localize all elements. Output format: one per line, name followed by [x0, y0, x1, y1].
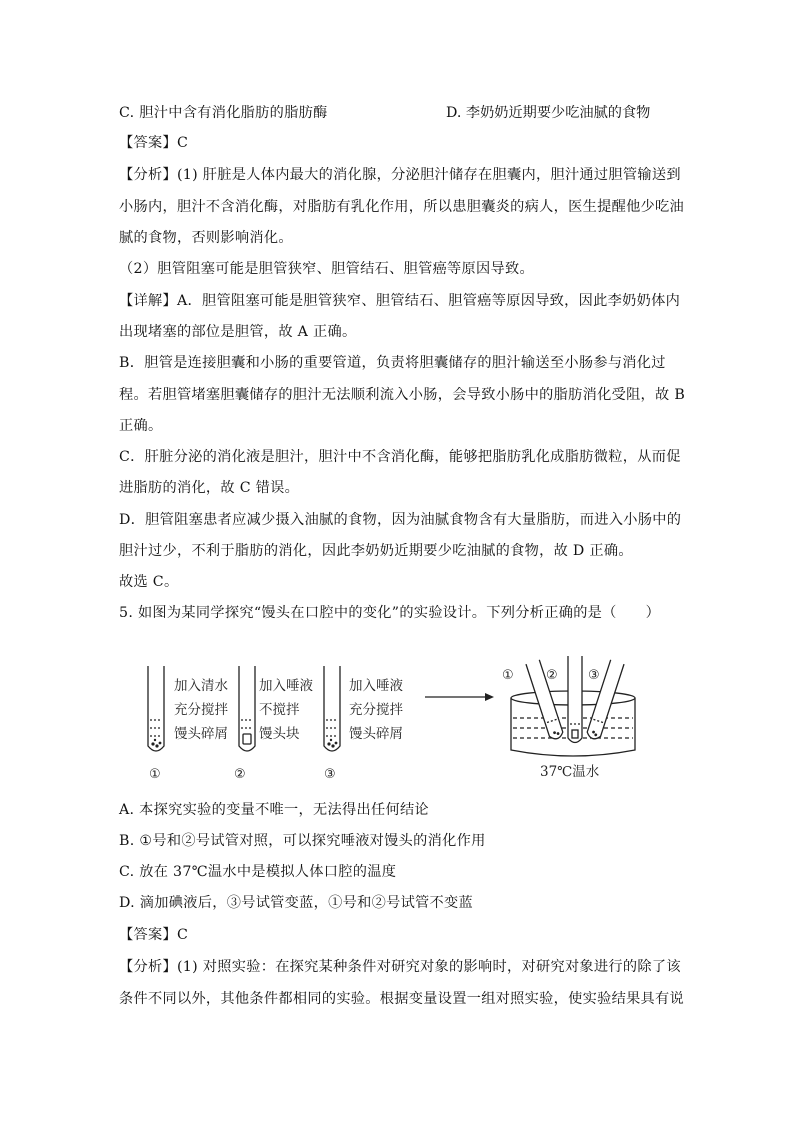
analysis-line: 条件不同以外，其他条件都相同的实验。根据变量设置一组对照实验，使实验结果具有说: [119, 991, 685, 1007]
analysis-line: （2）胆管阻塞可能是胆管狭窄、胆管结石、胆管癌等原因导致。: [119, 261, 534, 277]
tube-1-number: ①: [149, 767, 161, 782]
test-tube-3: [324, 666, 340, 751]
detail-line: 程。若胆管堵塞胆囊储存的胆汁无法顺利流入小肠，会导致小肠中的脂肪消化受阻，故 B: [119, 387, 686, 403]
water-temperature-label: 37℃温水: [540, 764, 600, 780]
option-d-top: D. 李奶奶近期要少吃油腻的食物: [446, 105, 651, 121]
tube-1-label-line: 馒头碎屑: [174, 726, 228, 742]
conclusion-line: 故选 C。: [119, 574, 179, 590]
detail-line: 出现堵塞的部位是胆管，故 A 正确。: [119, 324, 357, 340]
tube-3-label-line: 馒头碎屑: [349, 726, 403, 742]
option-d: D. 滴加碘液后，③号试管变蓝，①号和②号试管不变蓝: [119, 895, 474, 911]
option-a: A. 本探究实验的变量不唯一，无法得出任何结论: [119, 802, 429, 818]
detail-line: 进脂肪的消化，故 C 错误。: [119, 480, 300, 496]
tube-1-label-line: 充分搅拌: [174, 702, 228, 718]
arrow-icon: [425, 693, 494, 701]
answer-q4: 【答案】C: [119, 135, 189, 151]
tube-2-label-line: 馒头块: [259, 726, 300, 742]
tube-2-label-line: 不搅拌: [259, 702, 300, 718]
analysis-line: 腻的食物，否则影响消化。: [119, 230, 293, 246]
detail-line: B．胆管是连接胆囊和小肠的重要管道，负责将胆囊储存的胆汁输送至小肠参与消化过: [119, 355, 666, 371]
option-c: C. 放在 37℃温水中是模拟人体口腔的温度: [119, 864, 397, 880]
tube-1-label-line: 加入清水: [174, 678, 228, 694]
answer-q5: 【答案】C: [119, 927, 189, 943]
test-tube-1: [148, 666, 164, 751]
beaker-tube-2: [568, 656, 582, 743]
experiment-figure: [140, 650, 660, 785]
detail-line: 胆汁过少，不利于脂肪的消化，因此李奶奶近期要少吃油腻的食物，故 D 正确。: [119, 543, 633, 559]
tube-3-label-line: 充分搅拌: [349, 702, 403, 718]
analysis-line: 【分析】(1) 肝脏是人体内最大的消化腺，分泌胆汁储存在胆囊内，胆汁通过胆管输送到: [119, 167, 681, 183]
analysis-line: 【分析】(1) 对照实验：在探究某种条件对研究对象的影响时，对研究对象进行的除了该: [119, 959, 681, 975]
tube-2-label-line: 加入唾液: [259, 678, 313, 694]
analysis-line: 小肠内，胆汁不含消化酶，对脂肪有乳化作用，所以患胆囊炎的病人，医生提醒他少吃油: [119, 199, 685, 215]
test-tube-2: [239, 666, 255, 751]
beaker-number-1: ①: [502, 668, 514, 683]
beaker-number-2: ②: [546, 668, 558, 683]
detail-line: D．胆管阻塞患者应减少摄入油腻的食物，因为油腻食物含有大量脂肪，而进入小肠中的: [119, 512, 682, 528]
detail-line: 正确。: [119, 418, 163, 434]
tube-2-number: ②: [234, 767, 246, 782]
detail-line: C．肝脏分泌的消化液是胆汁，胆汁中不含消化酶，能够把脂肪乳化成脂肪微粒，从而促: [119, 449, 681, 465]
option-b: B. ①号和②号试管对照，可以探究唾液对馒头的消化作用: [119, 833, 486, 849]
detail-line: 【详解】A．胆管阻塞可能是胆管狭窄、胆管结石、胆管癌等原因导致，因此李奶奶体内: [119, 293, 681, 309]
question-5-stem: 5. 如图为某同学探究“馒头在口腔中的变化”的实验设计。下列分析正确的是（ ）: [119, 605, 661, 621]
tube-3-number: ③: [324, 767, 336, 782]
beaker-number-3: ③: [588, 668, 600, 683]
tube-3-label-line: 加入唾液: [349, 678, 403, 694]
option-c-top: C. 胆汁中含有消化脂肪的脂肪酶: [119, 105, 328, 121]
